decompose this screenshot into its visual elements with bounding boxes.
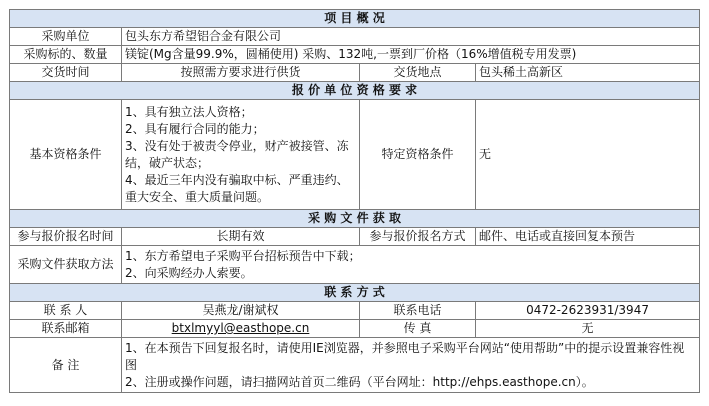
row-doc-access: [10, 246, 700, 284]
contact-fax-value: 无: [476, 320, 700, 338]
basic-qualification-value: 1、具有独立法人资格； 2、具有履行合同的能力； 3、没有处于被责令停业，财产被接管、冻结，破产状态； 4、最近三年内没有骗取中标、严重违约、重大安全、重大质量问题。: [122, 100, 360, 210]
section-title-contact: 联 系 方 式: [10, 284, 700, 302]
announcement-table: [9, 9, 700, 393]
delivery-time-value: 按照需方要求进行供货: [122, 64, 360, 82]
notes-label: 备 注: [10, 338, 122, 393]
contact-email-cell: [122, 320, 360, 338]
section-row-qualification: [10, 82, 700, 100]
contact-phone-label: 联系电话: [360, 302, 476, 320]
row-qualification: [10, 100, 700, 210]
section-row-contact: [10, 284, 700, 302]
contact-email-link[interactable]: btxlmyyl@easthope.cn: [171, 321, 310, 335]
notes-value: 1、在本预告下回复报名时，请使用IE浏览器，并参照电子采购平台网站“使用帮助”中的提示设置兼容性视图 2、注册或操作问题，请扫描网站首页二维码（平台网址：http://ehps.easthope.cn）。: [122, 338, 700, 393]
row-notes: [10, 338, 700, 393]
purchase-unit-label: 采购单位: [10, 28, 122, 46]
section-title-qualification: 报 价 单 位 资 格 要 求: [10, 82, 700, 100]
row-delivery: [10, 64, 700, 82]
contact-email-label: 联系邮箱: [10, 320, 122, 338]
contact-person-value: 吴燕龙/谢斌权: [122, 302, 360, 320]
section-row-docs: [10, 210, 700, 228]
doc-access-value: 1、东方希望电子采购平台招标预告中下载； 2、向采购经办人索要。: [122, 246, 700, 284]
registration-time-label: 参与报价报名时间: [10, 228, 122, 246]
delivery-place-value: 包头稀土高新区: [476, 64, 700, 82]
basic-qualification-label: 基本资格条件: [10, 100, 122, 210]
section-row-project: [10, 10, 700, 28]
registration-method-value: 邮件、电话或直接回复本预告: [476, 228, 700, 246]
contact-fax-label: 传 真: [360, 320, 476, 338]
section-title-docs: 采 购 文 件 获 取: [10, 210, 700, 228]
row-registration: [10, 228, 700, 246]
section-title-project: 项 目 概 况: [10, 10, 700, 28]
row-contact-person: [10, 302, 700, 320]
row-contact-email: [10, 320, 700, 338]
purchase-item-label: 采购标的、数量: [10, 46, 122, 64]
doc-access-label: 采购文件获取方法: [10, 246, 122, 284]
purchase-unit-value: 包头东方希望铝合金有限公司: [122, 28, 700, 46]
contact-phone-value: 0472-2623931/3947: [476, 302, 700, 320]
row-purchase-unit: [10, 28, 700, 46]
purchase-item-value: 镁锭(Mg含量99.9%，圆桶使用) 采购、132吨,一票到厂价格（16%增值税专用发票): [122, 46, 700, 64]
special-qualification-value: 无: [476, 100, 700, 210]
registration-time-value: 长期有效: [122, 228, 360, 246]
row-purchase-item: [10, 46, 700, 64]
delivery-time-label: 交货时间: [10, 64, 122, 82]
contact-person-label: 联 系 人: [10, 302, 122, 320]
delivery-place-label: 交货地点: [360, 64, 476, 82]
registration-method-label: 参与报价报名方式: [360, 228, 476, 246]
special-qualification-label: 特定资格条件: [360, 100, 476, 210]
